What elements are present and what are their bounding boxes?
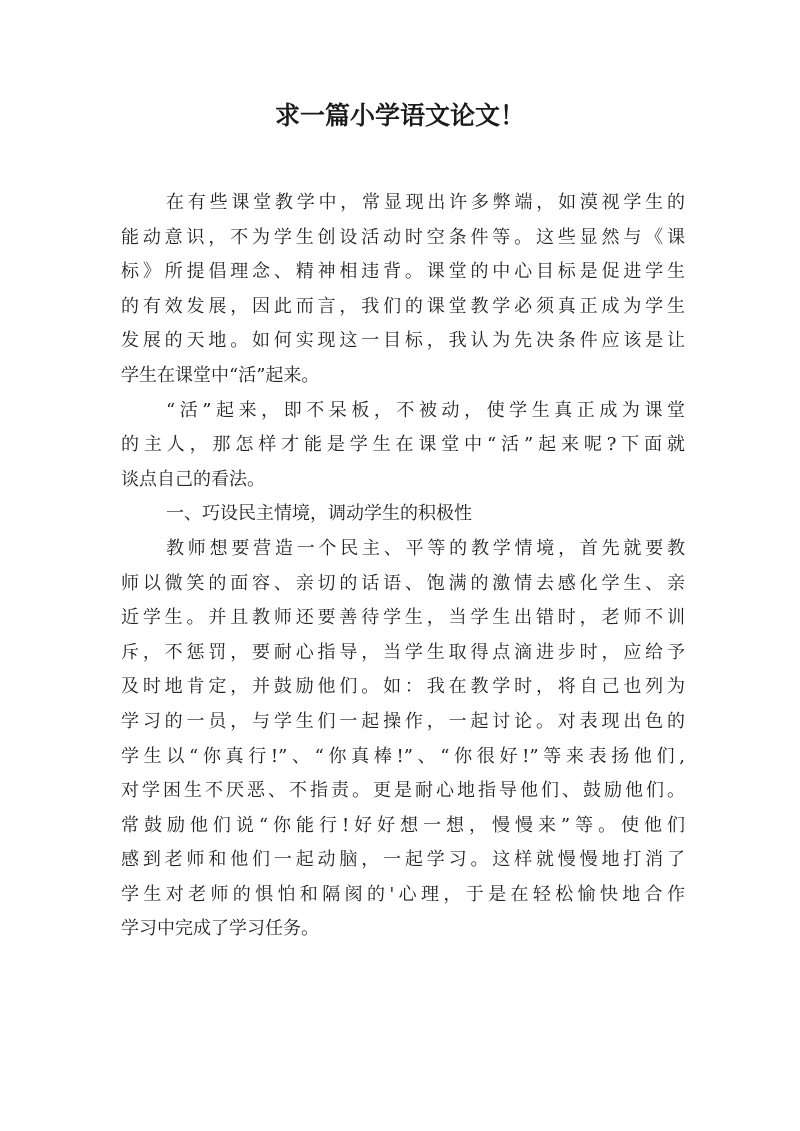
body-line: 能动意识，不为学生创设活动时空条件等。这些显然与《课 — [121, 226, 685, 248]
document-title: 求一篇小学语文论文！ — [274, 101, 525, 130]
body-line: “活”起来，即不呆板，不被动，使学生真正成为课堂 — [166, 399, 685, 421]
body-line: 学习的一员，与学生们一起操作，一起讨论。对表现出色的 — [121, 710, 685, 732]
body-line: 师以微笑的面容、亲切的话语、饱满的激情去感化学生、亲 — [121, 572, 685, 594]
body-line: 发展的天地。如何实现这一目标，我认为先决条件应该是让 — [121, 330, 685, 352]
body-line: 在有些课堂教学中，常显现出许多弊端，如漠视学生的 — [166, 192, 685, 213]
body-line: 的有效发展，因此而言，我们的课堂教学必须真正成为学生 — [121, 295, 685, 317]
body-line: 近学生。并且教师还要善待学生，当学生出错时，老师不训 — [121, 607, 685, 629]
body-line: 一、巧设民主情境，调动学生的积极性 — [166, 503, 472, 525]
body-line: 学生以“你真行!”、“你真棒!”、“你很好!”等来表扬他们, — [121, 745, 685, 767]
body-line: 斥，不惩罚，要耐心指导，当学生取得点滴进步时，应给予 — [121, 641, 685, 663]
body-line: 及时地肯定，并鼓励他们。如：我在教学时，将自己也列为 — [121, 676, 685, 698]
body-line: 对学困生不厌恶、不指责。更是耐心地指导他们、鼓励他们。 — [121, 780, 685, 802]
body-line: 教师想要营造一个民主、平等的教学情境，首先就要教 — [166, 537, 685, 559]
body-line: 学习中完成了学习任务。 — [121, 918, 319, 940]
body-line: 常鼓励他们说“你能行!好好想一想，慢慢来”等。使他们 — [121, 814, 685, 836]
body-line: 的主人，那怎样才能是学生在课堂中“活”起来呢?下面就 — [121, 434, 685, 456]
document-body — [121, 186, 685, 947]
body-line: 标》所提倡理念、精神相违背。课堂的中心目标是促进学生 — [121, 261, 685, 283]
body-line: 谈点自己的看法。 — [121, 468, 265, 490]
body-line: 感到老师和他们一起动脑，一起学习。这样就慢慢地打消了 — [121, 849, 685, 871]
body-line: 学生在课堂中“活”起来。 — [121, 364, 320, 386]
body-line: 学生对老师的惧怕和隔阂的'心理，于是在轻松愉快地合作 — [121, 883, 685, 905]
